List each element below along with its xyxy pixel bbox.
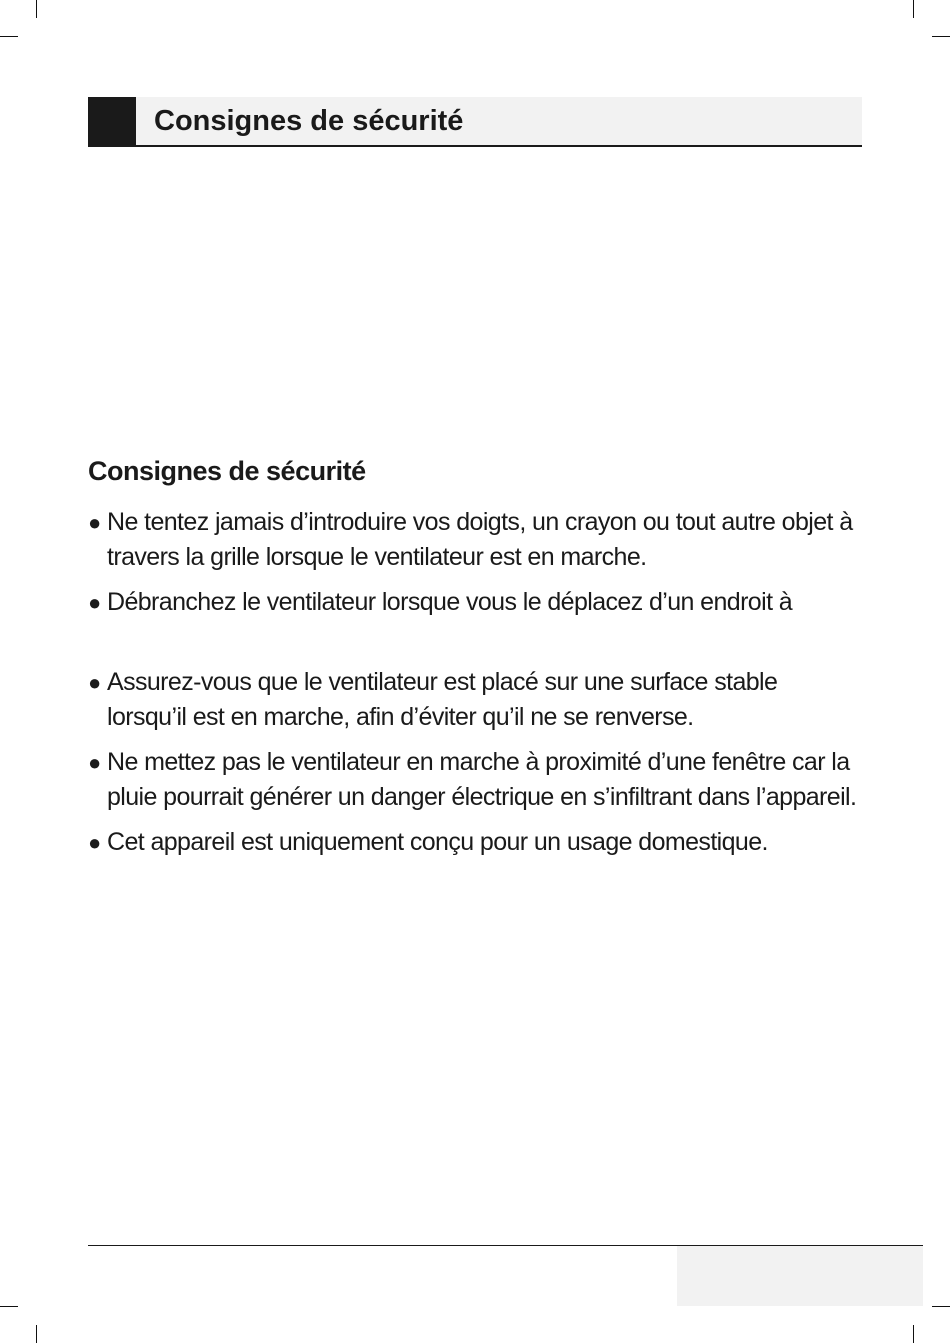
list-item-text: Cet appareil est uniquement conçu pour un usage domestique. (107, 828, 768, 856)
list-item (88, 585, 858, 620)
list-item (88, 745, 858, 815)
crop-mark-top-left (36, 0, 37, 18)
bullet-icon: ● (88, 750, 101, 775)
list-item-text: Débranchez le ventilateur lorsque vous le déplacez d’un endroit à (107, 588, 793, 616)
bullet-icon: ● (88, 510, 101, 535)
list-item-text: Ne tentez jamais d’introduire vos doigts, un crayon ou tout autre objet à travers la grille lorsque le ventilateur est en marche. (107, 508, 853, 571)
bullet-icon: ● (88, 590, 101, 615)
list-item (88, 825, 858, 860)
list-item-text: Assurez-vous que le ventilateur est placé sur une surface stable lorsqu’il est en marche, afin d’éviter qu’il ne se renverse. (107, 668, 778, 731)
footer-page-box (677, 1246, 923, 1306)
page-title: Consignes de sécurité (154, 105, 464, 137)
header-marker-block (88, 97, 136, 145)
crop-mark-right-bottom (932, 1306, 950, 1307)
crop-mark-right-top (932, 36, 950, 37)
list-item-text: Ne mettez pas le ventilateur en marche à proximité d’une fenêtre car la pluie pourrait générer un danger électrique en s’infiltrant dans l’appareil. (107, 748, 857, 811)
crop-mark-bottom-right (913, 1325, 914, 1343)
crop-mark-top-right (913, 0, 914, 18)
list-item (88, 505, 858, 575)
bullet-icon: ● (88, 670, 101, 695)
section-heading: Consignes de sécurité (88, 456, 366, 486)
bullet-icon: ● (88, 830, 101, 855)
crop-mark-left-bottom (0, 1306, 18, 1307)
list-item (88, 665, 858, 735)
safety-bullet-list (88, 505, 858, 860)
page-header (88, 97, 862, 147)
crop-mark-left-top (0, 36, 18, 37)
crop-mark-bottom-left (36, 1325, 37, 1343)
